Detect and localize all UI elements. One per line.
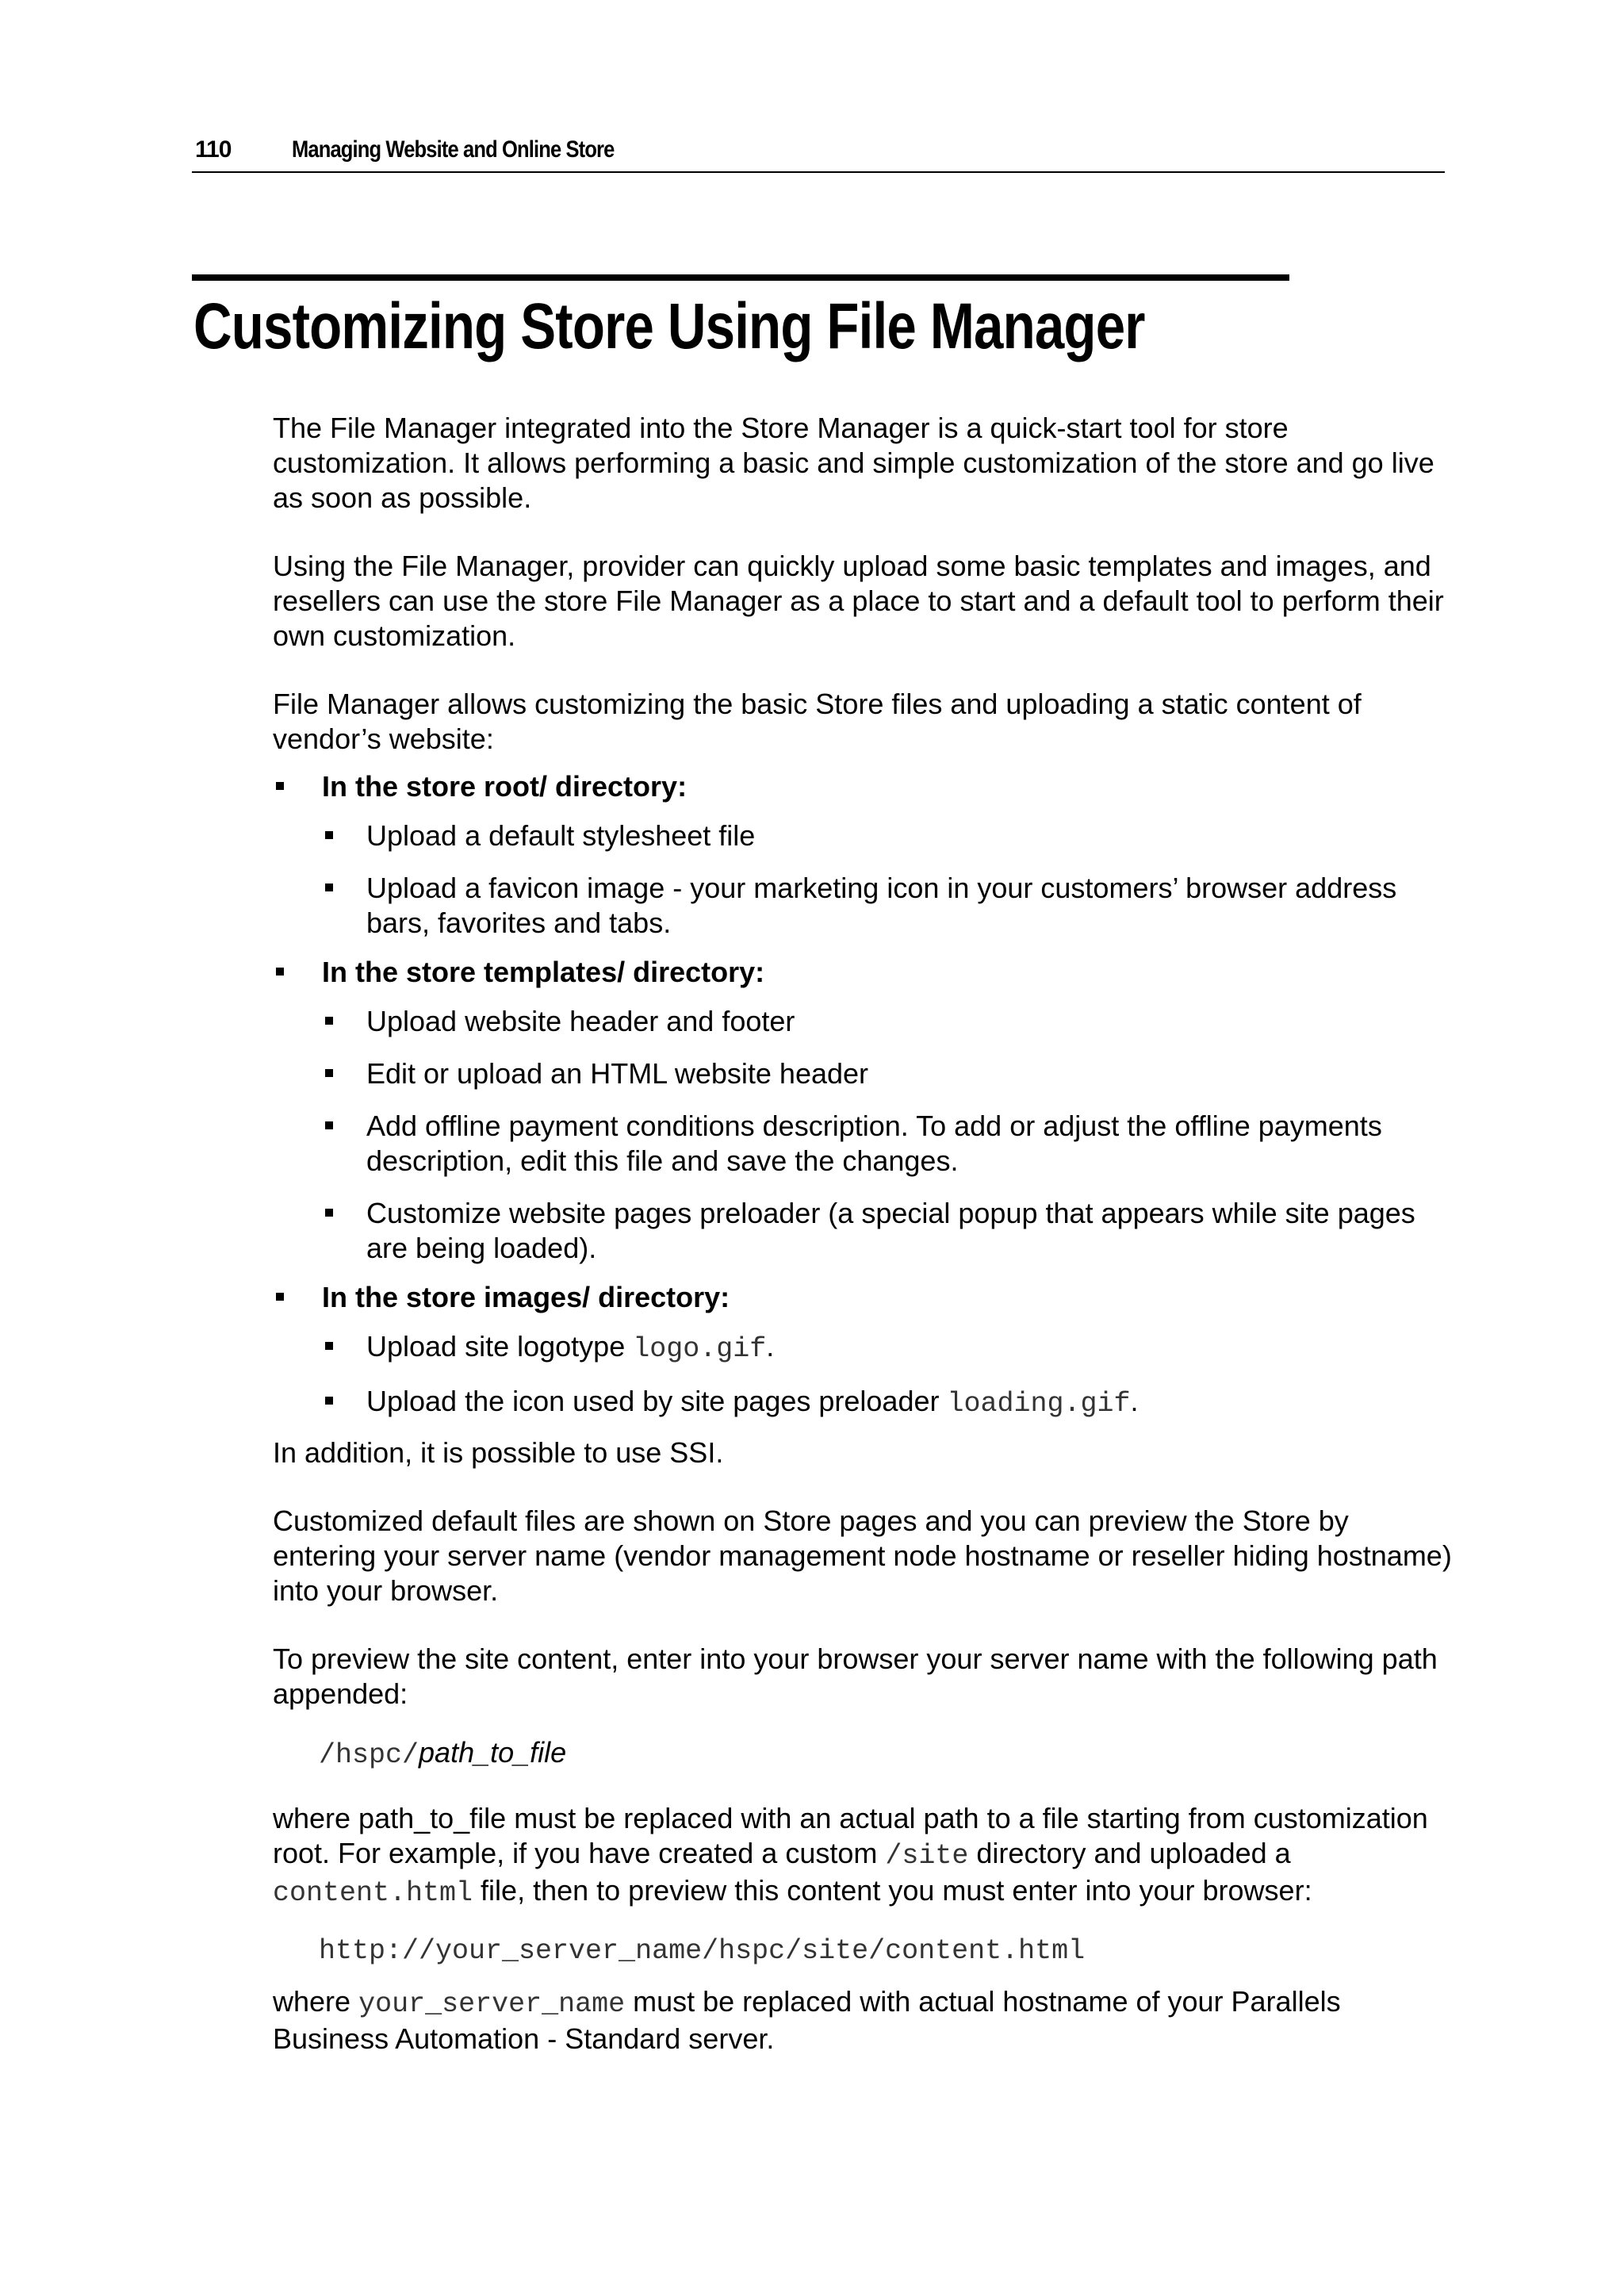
path-prefix-code: /hspc/ bbox=[319, 1739, 419, 1771]
capabilities-paragraph: File Manager allows customizing the basic Store files and uploading a static content of vendor’s website: bbox=[273, 688, 1362, 755]
list-item-text: Upload website header and footer bbox=[366, 1005, 795, 1037]
site-dir-code: /site bbox=[885, 1840, 969, 1872]
directory-label: In the store images/ directory: bbox=[322, 1281, 730, 1313]
square-bullet-icon bbox=[276, 968, 284, 976]
final-note-text: must be replaced with actual hostname of your Parallels Business Automation - Standard server. bbox=[273, 1985, 1341, 2055]
explanation-text: directory and uploaded a bbox=[968, 1837, 1291, 1869]
final-note-text: where bbox=[273, 1985, 359, 2018]
list-item-suffix: . bbox=[1130, 1385, 1139, 1417]
list-item-suffix: . bbox=[766, 1330, 775, 1363]
list-item-templates-dir bbox=[273, 955, 1454, 1266]
explanation-paragraph bbox=[273, 1801, 1454, 1911]
square-bullet-icon bbox=[325, 1209, 333, 1217]
list-item-text: Upload a favicon image - your marketing icon in your customers’ browser address bars, favorites and tabs. bbox=[366, 872, 1397, 939]
preview-paragraph: Customized default files are shown on Store pages and you can preview the Store by entering your server name (vendor management node hostname or reseller hiding hostname) into your browser. bbox=[273, 1504, 1452, 1607]
section-name: Managing Website and Online Store bbox=[292, 136, 615, 163]
list-item-text: Upload site logotype bbox=[366, 1330, 634, 1363]
list-item bbox=[322, 1329, 1454, 1366]
intro-paragraph: The File Manager integrated into the Store Manager is a quick-start tool for store customization. It allows performing a basic and simple customization of the store and go live as soon as possible. bbox=[273, 412, 1434, 514]
square-bullet-icon bbox=[325, 1069, 333, 1077]
square-bullet-icon bbox=[325, 831, 333, 839]
content-file-code: content.html bbox=[273, 1877, 473, 1909]
page-number: 110 bbox=[195, 136, 232, 163]
explanation-text: where path_to_file must be replaced with an actual path to a file starting from customization root. For example, if you have created a custom bbox=[273, 1802, 1428, 1869]
sub-list bbox=[322, 1329, 1454, 1421]
list-item bbox=[322, 1004, 1454, 1039]
square-bullet-icon bbox=[325, 1121, 333, 1129]
title-rule bbox=[192, 274, 1289, 281]
ssi-paragraph: In addition, it is possible to use SSI. bbox=[273, 1436, 724, 1469]
final-note bbox=[273, 1984, 1454, 2056]
square-bullet-icon bbox=[325, 884, 333, 891]
list-item-text: Edit or upload an HTML website header bbox=[366, 1057, 869, 1090]
directory-label: In the store root/ directory: bbox=[322, 770, 688, 803]
list-item-root-dir bbox=[273, 769, 1454, 941]
list-item-images-dir bbox=[273, 1280, 1454, 1421]
list-item bbox=[322, 1109, 1454, 1179]
filename-code: loading.gif bbox=[947, 1388, 1131, 1420]
path-example bbox=[319, 1735, 1454, 1773]
list-item-text: Upload a default stylesheet file bbox=[366, 819, 756, 852]
directory-label: In the store templates/ directory: bbox=[322, 956, 765, 988]
list-item-text: Add offline payment conditions description. To add or adjust the offline payments description, edit this file and save the changes. bbox=[366, 1110, 1382, 1177]
square-bullet-icon bbox=[276, 782, 284, 790]
list-item bbox=[322, 818, 1454, 853]
sub-list bbox=[322, 1004, 1454, 1266]
list-item bbox=[322, 1196, 1454, 1266]
body-content bbox=[273, 411, 1454, 2090]
provider-paragraph: Using the File Manager, provider can quickly upload some basic templates and images, and resellers can use the store File Manager as a place to start and a default tool to perform their own customization. bbox=[273, 550, 1444, 652]
path-variable: path_to_file bbox=[419, 1736, 567, 1769]
square-bullet-icon bbox=[276, 1293, 284, 1301]
page-title: Customizing Store Using File Manager bbox=[193, 290, 1145, 362]
list-item bbox=[322, 871, 1454, 941]
path-paragraph: To preview the site content, enter into your browser your server name with the following path appended: bbox=[273, 1642, 1438, 1710]
list-item-text: Upload the icon used by site pages preloader bbox=[366, 1385, 948, 1417]
filename-code: logo.gif bbox=[633, 1333, 767, 1365]
square-bullet-icon bbox=[325, 1017, 333, 1025]
list-item bbox=[322, 1056, 1454, 1091]
list-item bbox=[322, 1384, 1454, 1421]
square-bullet-icon bbox=[325, 1397, 333, 1405]
url-code: http://your_server_name/hspc/site/content.html bbox=[319, 1935, 1086, 1967]
url-example bbox=[319, 1931, 1454, 1968]
directory-list bbox=[273, 769, 1454, 1421]
server-name-code: your_server_name bbox=[358, 1988, 626, 2020]
sub-list bbox=[322, 818, 1454, 941]
explanation-text: file, then to preview this content you must enter into your browser: bbox=[473, 1874, 1312, 1907]
list-item-text: Customize website pages preloader (a special popup that appears while site pages are being loaded). bbox=[366, 1197, 1415, 1264]
square-bullet-icon bbox=[325, 1342, 333, 1350]
running-header bbox=[192, 133, 1445, 173]
